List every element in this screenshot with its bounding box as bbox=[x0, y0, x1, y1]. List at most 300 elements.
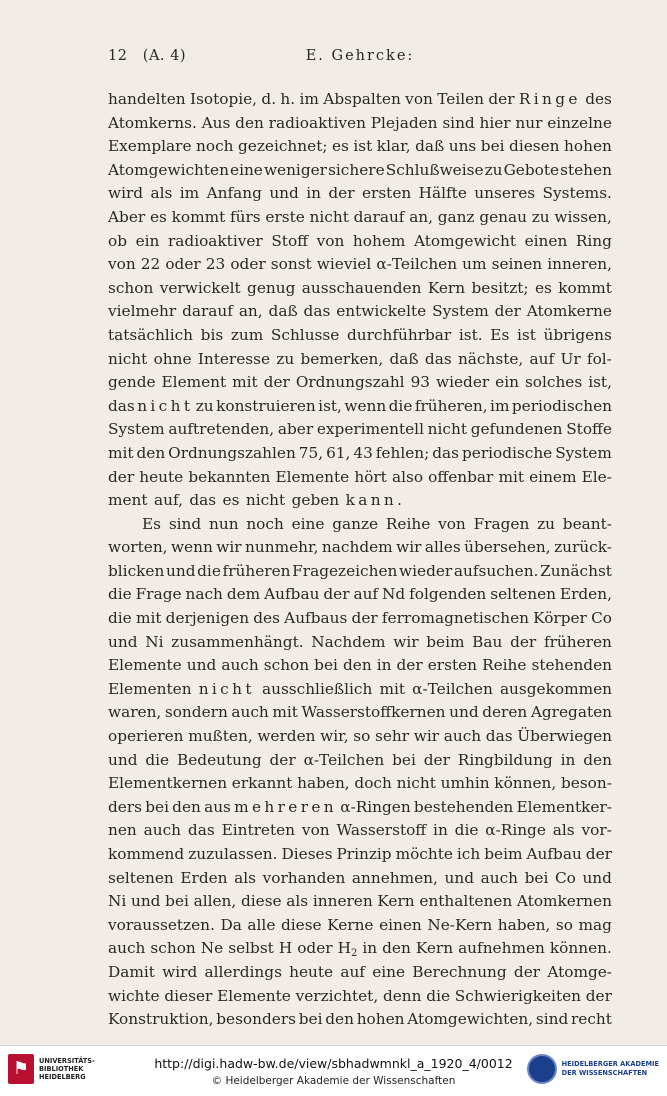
word: denn bbox=[382, 986, 422, 1005]
word: aufsuchen. bbox=[453, 561, 539, 580]
running-header bbox=[108, 48, 612, 70]
word: voraussetzen. bbox=[108, 915, 215, 934]
word: Aufbaus bbox=[284, 609, 348, 628]
word: stehenden bbox=[531, 656, 612, 675]
word: nunmehr, bbox=[245, 538, 319, 557]
word: blicken bbox=[108, 561, 165, 580]
word: 61, bbox=[326, 443, 351, 462]
word: nächste, bbox=[457, 349, 524, 368]
word: dieser bbox=[164, 986, 213, 1005]
word: auch bbox=[443, 727, 482, 746]
text-line bbox=[108, 159, 612, 183]
word: selbst bbox=[228, 939, 274, 958]
word: deren bbox=[482, 703, 528, 722]
word: bei bbox=[524, 868, 549, 887]
word: von bbox=[301, 821, 330, 840]
word: allerdings bbox=[204, 962, 282, 981]
word: sehr bbox=[375, 727, 410, 746]
word: Körper bbox=[533, 609, 587, 628]
word: bei bbox=[480, 137, 505, 156]
text-line bbox=[108, 890, 612, 914]
library-name: UNIVERSITÄTS- BIBLIOTHEK HEIDELBERG bbox=[39, 1057, 95, 1081]
word: durchführbar bbox=[346, 325, 452, 344]
word: der bbox=[108, 467, 135, 486]
word: vorhanden bbox=[262, 868, 346, 887]
text-line bbox=[108, 489, 612, 513]
word: Teilen bbox=[437, 90, 485, 108]
word: einem bbox=[529, 467, 577, 486]
word: Abspalten bbox=[323, 90, 401, 108]
word: können, bbox=[494, 774, 557, 793]
word: ist, bbox=[318, 396, 342, 415]
word: also bbox=[391, 467, 424, 486]
word: den bbox=[382, 939, 411, 958]
word: Stoffe bbox=[566, 420, 612, 439]
word: nach bbox=[185, 585, 223, 604]
word: der bbox=[328, 184, 355, 203]
word: gefundenen bbox=[470, 420, 563, 439]
word: worten, bbox=[108, 538, 168, 557]
text-line bbox=[108, 371, 612, 395]
word: einzelne bbox=[547, 113, 612, 132]
word: Ordnungszahlen bbox=[168, 443, 296, 462]
word: eine bbox=[230, 160, 263, 179]
word: wir, bbox=[320, 727, 349, 746]
word: Aus bbox=[201, 113, 231, 132]
word: kommt bbox=[171, 207, 226, 226]
word: Ne-Kern bbox=[427, 915, 493, 934]
word: das bbox=[108, 396, 135, 415]
word: wieder bbox=[436, 373, 490, 392]
word: und bbox=[269, 184, 299, 203]
word: dem bbox=[226, 585, 261, 604]
word: umhin bbox=[440, 774, 490, 793]
text-line bbox=[108, 678, 612, 702]
word: mit bbox=[272, 703, 298, 722]
word: System bbox=[108, 420, 165, 439]
word: alle bbox=[247, 915, 276, 934]
word: ist bbox=[516, 325, 536, 344]
word: Ringe bbox=[518, 90, 581, 108]
word: im bbox=[179, 184, 200, 203]
word: Co bbox=[591, 609, 612, 628]
text-line bbox=[108, 985, 612, 1009]
word: Isotopie, bbox=[189, 90, 258, 108]
word: mit bbox=[232, 373, 258, 392]
word: aufnehmen bbox=[458, 939, 545, 958]
word: Konstruktion, bbox=[108, 1010, 214, 1029]
word: Da bbox=[220, 915, 242, 934]
word: einen bbox=[379, 915, 422, 934]
text-line bbox=[108, 418, 612, 442]
word: übrigens bbox=[543, 325, 612, 344]
word: beson- bbox=[560, 774, 612, 793]
word: Es bbox=[490, 325, 510, 344]
word: gende bbox=[108, 373, 156, 392]
word: nicht bbox=[198, 679, 255, 698]
word: auch bbox=[231, 703, 269, 722]
word: auftretenden, bbox=[168, 420, 275, 439]
word: wenn bbox=[170, 538, 213, 557]
word: Element bbox=[161, 373, 227, 392]
word: Bedeutung bbox=[177, 750, 262, 769]
word: offenbar bbox=[428, 467, 494, 486]
text-line bbox=[108, 466, 612, 490]
word: Elemente bbox=[275, 467, 350, 486]
word: Atomgewichten, bbox=[407, 1010, 534, 1029]
word: Elementkernen bbox=[108, 774, 228, 793]
word: beant- bbox=[562, 514, 612, 533]
word: zusammenhängt. bbox=[171, 632, 304, 651]
word: hohen bbox=[564, 137, 612, 156]
word: oder bbox=[165, 255, 201, 274]
word: können. bbox=[549, 939, 612, 958]
text-line bbox=[108, 772, 612, 796]
word: periodischen bbox=[511, 396, 612, 415]
text-line bbox=[108, 819, 612, 843]
text-line bbox=[108, 1008, 612, 1032]
word: zurück- bbox=[554, 538, 612, 557]
word: mit bbox=[108, 443, 134, 462]
word: heute bbox=[289, 962, 334, 981]
word: wissen, bbox=[554, 207, 612, 226]
word: die bbox=[388, 396, 413, 415]
word: und bbox=[108, 750, 138, 769]
word: Reihe bbox=[385, 514, 431, 533]
word: Zunächst bbox=[540, 561, 612, 580]
word: aber bbox=[277, 420, 314, 439]
word: Erden, bbox=[559, 585, 612, 604]
word: und bbox=[449, 703, 479, 722]
word: nicht bbox=[309, 207, 349, 226]
word: Agregaten bbox=[530, 703, 612, 722]
word: auch bbox=[108, 939, 146, 958]
word: Kern bbox=[377, 892, 415, 911]
word: zum bbox=[230, 325, 264, 344]
word: als bbox=[150, 184, 173, 203]
word: darauf bbox=[182, 302, 233, 321]
word: α-Ringen bbox=[340, 797, 411, 816]
word: h. bbox=[280, 90, 296, 108]
word: auf bbox=[353, 585, 379, 604]
word: aus bbox=[204, 797, 231, 816]
word: die bbox=[108, 609, 132, 628]
word: 23 bbox=[205, 255, 226, 274]
word: diese bbox=[280, 915, 322, 934]
text-line bbox=[108, 796, 612, 820]
word: hohen bbox=[356, 1010, 405, 1029]
text-line bbox=[108, 182, 612, 206]
word: ein bbox=[495, 373, 519, 392]
word: folgenden bbox=[409, 585, 487, 604]
word: radioaktiver bbox=[167, 231, 263, 250]
word: Kern bbox=[427, 278, 466, 297]
word: die bbox=[426, 986, 451, 1005]
word: besitzt; bbox=[471, 278, 529, 297]
word: Ni bbox=[108, 892, 127, 911]
text-line bbox=[108, 395, 612, 419]
word: zu bbox=[537, 514, 556, 533]
text-line bbox=[108, 324, 612, 348]
library-crest-icon: ⚑ bbox=[8, 1054, 34, 1084]
word: entwickelte bbox=[336, 302, 427, 321]
word: und bbox=[186, 656, 217, 675]
word: ders bbox=[108, 797, 143, 816]
word: Ring bbox=[575, 231, 612, 250]
word: eine bbox=[372, 962, 406, 981]
word: Berechnung bbox=[412, 962, 507, 981]
word: inneren bbox=[312, 892, 373, 911]
word: beim bbox=[484, 845, 523, 863]
text-line bbox=[108, 749, 612, 773]
word: α-Ringe bbox=[485, 821, 546, 840]
word: Aber bbox=[108, 207, 146, 226]
text-line bbox=[108, 843, 612, 867]
word: sind bbox=[442, 113, 475, 132]
word: an, bbox=[409, 207, 434, 226]
word: hier bbox=[479, 113, 511, 132]
page-number: 12 (A. 4) bbox=[108, 48, 187, 64]
academy-seal-icon bbox=[527, 1054, 557, 1084]
word: Ni bbox=[145, 632, 164, 651]
word: Ne bbox=[200, 939, 224, 958]
word: es bbox=[149, 207, 167, 226]
word: erste bbox=[265, 207, 305, 226]
word: Es bbox=[142, 514, 162, 533]
word: in bbox=[560, 750, 576, 769]
word: Elementen bbox=[108, 679, 192, 698]
word: sondern bbox=[164, 703, 228, 722]
word: bei bbox=[314, 656, 338, 675]
word: das bbox=[189, 491, 217, 510]
word: tatsächlich bbox=[108, 325, 194, 344]
word: Damit bbox=[108, 962, 155, 981]
word: nicht bbox=[245, 491, 286, 510]
word: schon bbox=[150, 939, 196, 958]
word: so bbox=[353, 727, 371, 746]
word: so bbox=[555, 915, 573, 934]
word: oder bbox=[297, 939, 333, 958]
word: Systems. bbox=[542, 184, 612, 203]
word: als bbox=[552, 821, 575, 840]
word: beim bbox=[426, 632, 465, 651]
word: 22 bbox=[140, 255, 161, 274]
word: seltenen bbox=[490, 585, 556, 604]
word: verwickelt bbox=[159, 278, 241, 297]
word: Ur bbox=[560, 349, 581, 368]
academy-name: HEIDELBERGER AKADEMIE DER WISSENSCHAFTEN bbox=[561, 1060, 659, 1077]
text-line bbox=[108, 112, 612, 136]
word: nachdem bbox=[321, 538, 393, 557]
section-ref: (A. 4) bbox=[142, 48, 187, 64]
word: d. bbox=[261, 90, 277, 108]
word: die bbox=[108, 585, 132, 604]
word: den bbox=[583, 750, 612, 769]
word: der bbox=[423, 750, 450, 769]
word: seinen bbox=[491, 255, 543, 274]
academy-logo[interactable] bbox=[527, 1054, 659, 1084]
word: wieder bbox=[399, 561, 453, 580]
word: und bbox=[582, 868, 612, 887]
word: nun bbox=[208, 514, 239, 533]
word: Wasserstoff bbox=[336, 821, 427, 840]
word: Atomkernen bbox=[516, 892, 612, 911]
body-text bbox=[108, 88, 612, 1032]
word: α-Teilchen bbox=[376, 255, 458, 274]
text-line bbox=[108, 867, 612, 891]
word: auch bbox=[221, 656, 259, 675]
word: konstruieren bbox=[216, 396, 316, 415]
word: ob bbox=[108, 231, 128, 250]
word: wichte bbox=[108, 986, 160, 1005]
word: wird bbox=[162, 962, 198, 981]
word: bei bbox=[165, 892, 189, 911]
word: das bbox=[187, 821, 215, 840]
word: auch bbox=[143, 821, 182, 840]
word: auch bbox=[480, 868, 518, 887]
word: von bbox=[438, 514, 466, 533]
text-line bbox=[108, 536, 612, 560]
text-line bbox=[108, 230, 612, 254]
word: nicht bbox=[137, 396, 194, 415]
word: der bbox=[263, 373, 290, 392]
text-line bbox=[108, 914, 612, 938]
word: mußten, bbox=[188, 727, 253, 746]
word: den bbox=[235, 113, 264, 132]
word: Schlußweise bbox=[385, 160, 484, 179]
word: die bbox=[197, 561, 221, 580]
word: α-Teilchen bbox=[412, 679, 493, 698]
word: noch bbox=[196, 137, 234, 156]
word: Elemente bbox=[108, 656, 182, 675]
word: der bbox=[351, 609, 378, 628]
permalink-url[interactable]: http://digi.hadw-bw.de/view/sbhadwmnkl_a_1920_4/0012 bbox=[154, 1056, 513, 1071]
word: Nd bbox=[382, 585, 406, 604]
word: Kern bbox=[415, 939, 454, 958]
word: schon bbox=[263, 656, 310, 675]
word: Prinzip bbox=[336, 845, 392, 863]
text-line bbox=[108, 631, 612, 655]
word: als bbox=[234, 868, 257, 887]
word: früheren, bbox=[414, 396, 488, 415]
word: $H_2$ bbox=[337, 939, 358, 960]
word: ausgekommen bbox=[499, 679, 612, 698]
word: uns bbox=[448, 137, 477, 156]
word: Ele- bbox=[581, 467, 612, 486]
word: vielmehr bbox=[108, 302, 177, 321]
word: ich bbox=[456, 845, 481, 863]
word: früheren bbox=[222, 561, 291, 580]
word: Wasserstoffkernen bbox=[301, 703, 446, 722]
word: Eintreten bbox=[221, 821, 296, 840]
word: hohem bbox=[352, 231, 406, 250]
word: zu bbox=[531, 207, 550, 226]
word: der bbox=[269, 750, 296, 769]
word: vor- bbox=[581, 821, 612, 840]
word: von bbox=[405, 90, 433, 108]
viewer-footer bbox=[0, 1045, 667, 1096]
word: zu bbox=[484, 160, 503, 179]
word: den bbox=[342, 656, 372, 675]
word: Stoff bbox=[271, 231, 309, 250]
word: wir bbox=[396, 538, 422, 557]
word: klar, bbox=[376, 137, 411, 156]
word: heute bbox=[139, 467, 184, 486]
word: ersten bbox=[361, 184, 412, 203]
word: nicht bbox=[396, 774, 436, 793]
text-line bbox=[108, 513, 612, 537]
word: kann. bbox=[345, 491, 406, 510]
word: der bbox=[488, 90, 515, 108]
word: Frage bbox=[135, 585, 182, 604]
word: daß bbox=[415, 137, 445, 156]
word: zuzulassen. bbox=[188, 845, 278, 863]
word: ohne bbox=[153, 349, 192, 368]
word: bekannten bbox=[188, 467, 271, 486]
word: oder bbox=[230, 255, 266, 274]
word: Schwierigkeiten bbox=[454, 986, 581, 1005]
word: wir bbox=[216, 538, 242, 557]
word: früheren bbox=[543, 632, 612, 651]
word: übersehen, bbox=[464, 538, 551, 557]
word: schon bbox=[108, 278, 154, 297]
word: mit bbox=[135, 609, 162, 628]
word: 75, bbox=[298, 443, 324, 462]
word: α-Teilchen bbox=[303, 750, 385, 769]
word: sichere bbox=[328, 160, 385, 179]
word: seltenen bbox=[108, 868, 174, 887]
word: noch bbox=[246, 514, 284, 533]
word: die bbox=[145, 750, 170, 769]
word: radioaktiven bbox=[268, 113, 366, 132]
word: bei bbox=[145, 797, 169, 816]
word: besonders bbox=[216, 1010, 296, 1029]
word: fürs bbox=[229, 207, 261, 226]
word: diesen bbox=[509, 137, 560, 156]
text-line bbox=[108, 442, 612, 466]
word: Atomkerns. bbox=[108, 113, 197, 132]
text-line bbox=[108, 937, 612, 961]
text-line bbox=[108, 654, 612, 678]
word: ganz bbox=[437, 207, 475, 226]
word: darauf bbox=[353, 207, 405, 226]
word: Fragezeichen bbox=[292, 561, 398, 580]
word: handelten bbox=[108, 90, 186, 108]
word: Kerne bbox=[327, 915, 374, 934]
word: um bbox=[462, 255, 487, 274]
word: es bbox=[332, 137, 349, 156]
word: des bbox=[253, 609, 280, 628]
word: kommend bbox=[108, 845, 185, 863]
word: der bbox=[585, 845, 612, 863]
word: in bbox=[376, 656, 392, 675]
word: Elemente bbox=[217, 986, 291, 1005]
word: Exemplare bbox=[108, 137, 192, 156]
word: möchte bbox=[395, 845, 453, 863]
word: an, bbox=[238, 302, 263, 321]
word: daß bbox=[389, 349, 419, 368]
word: hört bbox=[354, 467, 387, 486]
word: bemerken, bbox=[300, 349, 384, 368]
word: werden bbox=[257, 727, 316, 746]
word: Schlusse bbox=[270, 325, 340, 344]
word: Atomgewichten bbox=[108, 160, 229, 179]
word: experimentell bbox=[316, 420, 424, 439]
word: in bbox=[362, 939, 378, 958]
word: der bbox=[585, 986, 612, 1005]
word: Ringbildung bbox=[457, 750, 553, 769]
word: annehmen, bbox=[351, 868, 438, 887]
